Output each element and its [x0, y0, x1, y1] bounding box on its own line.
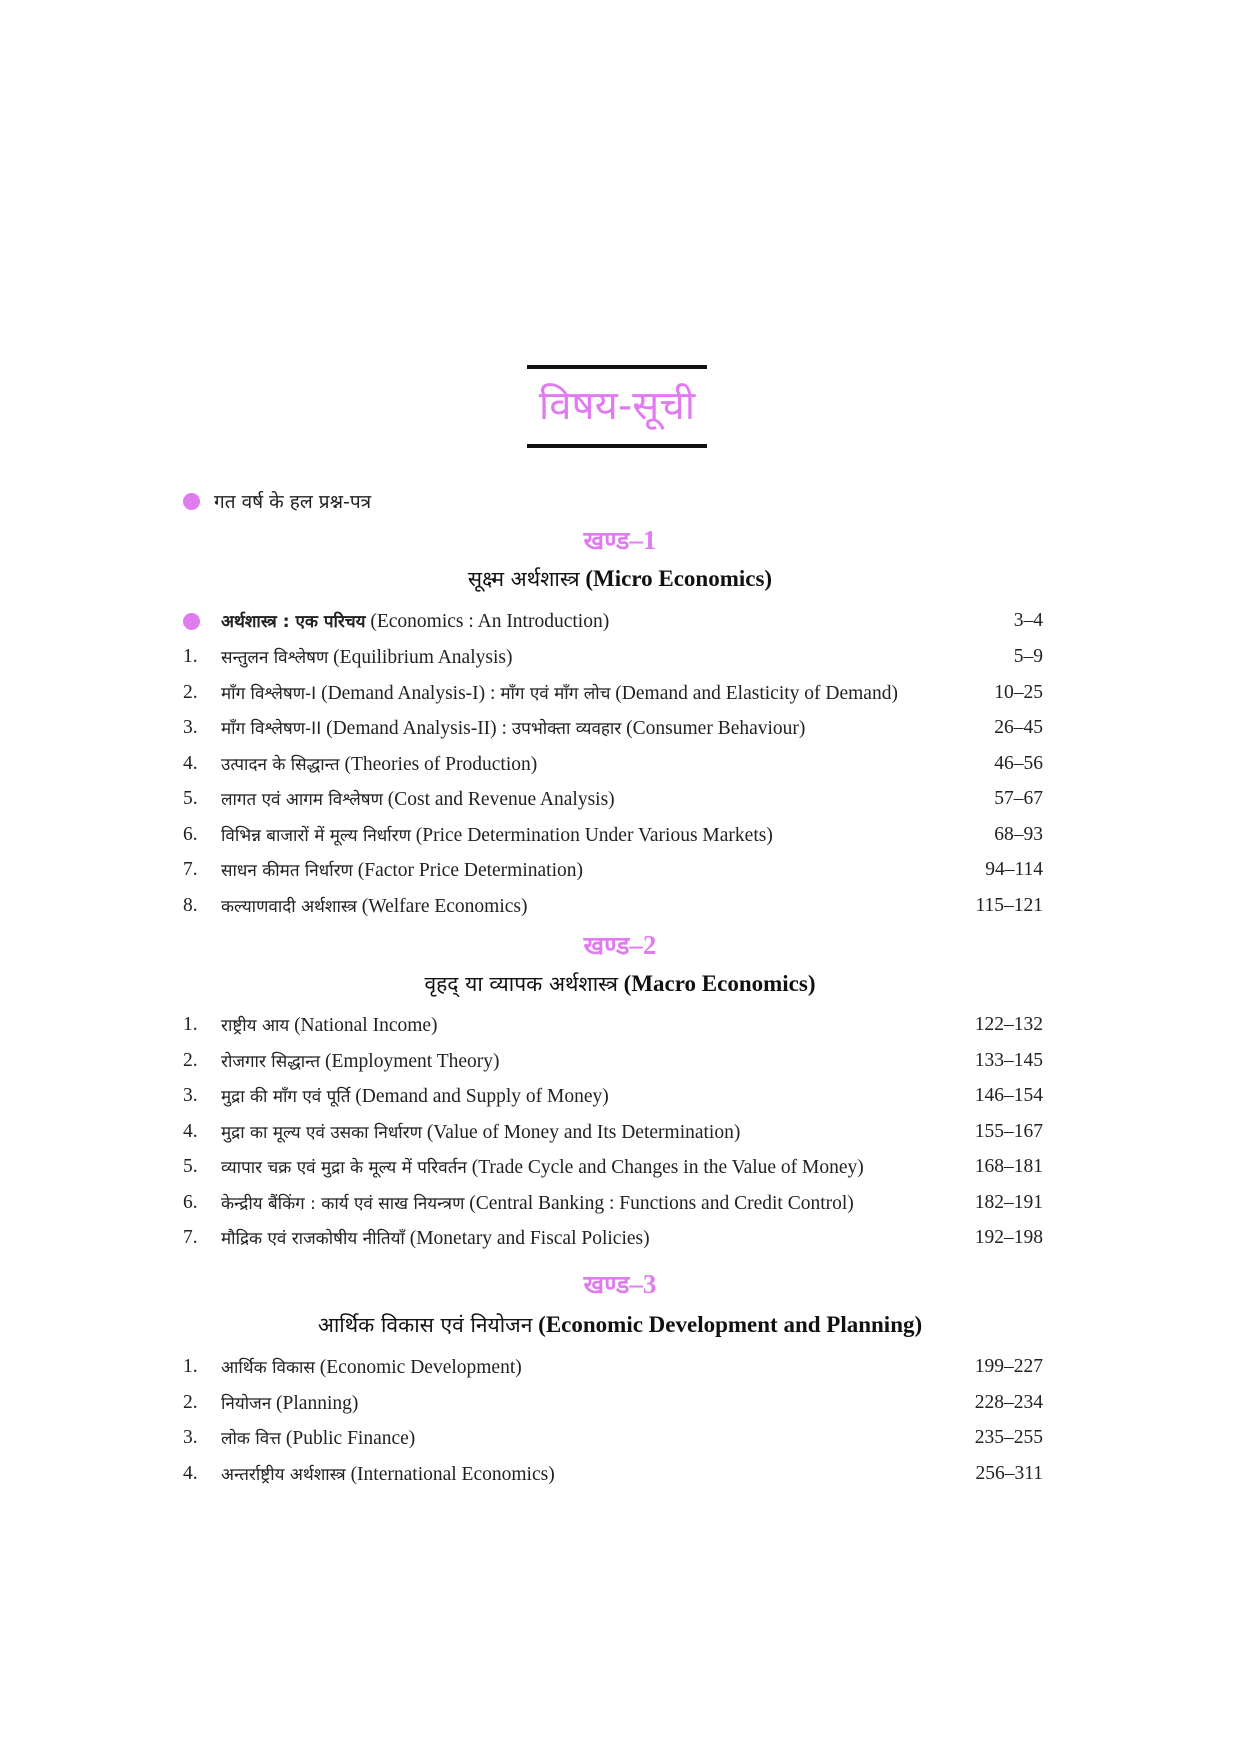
khand-label: खण्ड: [583, 526, 630, 555]
toc-row[interactable]: [183, 1352, 1043, 1382]
toc-row[interactable]: [183, 855, 1043, 885]
entry-pages: 68–93: [994, 824, 1043, 845]
entry-number: 8.: [183, 895, 198, 916]
khand-number: –1: [629, 525, 657, 555]
entry-title-hindi: माँग विश्लेषण-I: [221, 684, 317, 704]
entry-subtitle-hindi: माँग एवं माँग लोच: [500, 684, 611, 704]
toc-row[interactable]: [183, 1046, 1043, 1076]
bullet-icon: [183, 613, 200, 630]
entry-title-hindi: उत्पादन के सिद्धान्त: [221, 755, 340, 775]
subtitle-hindi: वृहद् या व्यापक अर्थशास्त्र: [424, 972, 618, 996]
entry-pages: 3–4: [1013, 610, 1043, 631]
toc-row[interactable]: [183, 784, 1043, 814]
subtitle-english: (Macro Economics): [623, 971, 816, 996]
entry-title-hindi: अन्तर्राष्ट्रीय अर्थशास्त्र: [221, 1465, 346, 1485]
entry-number: 3.: [183, 1085, 198, 1106]
entry-pages: 155–167: [974, 1121, 1043, 1142]
previous-papers-label: गत वर्ष के हल प्रश्न-पत्र: [214, 491, 372, 513]
toc-row[interactable]: [183, 1388, 1043, 1418]
entry-number: 4.: [183, 1121, 198, 1142]
entry-title-hindi: सन्तुलन विश्लेषण: [221, 648, 329, 668]
entry-title-english: (Factor Price Determination): [357, 860, 583, 881]
entry-number: 6.: [183, 824, 198, 845]
entry-title-hindi: राष्ट्रीय आय: [221, 1016, 290, 1036]
toc-row[interactable]: [183, 1188, 1043, 1218]
entry-title-hindi: मुद्रा की माँग एवं पूर्ति: [221, 1087, 351, 1107]
entry-pages: 168–181: [974, 1156, 1043, 1177]
page-title: विषय-सूची: [538, 383, 696, 429]
entry-pages: 26–45: [994, 717, 1043, 738]
toc-row[interactable]: [183, 1152, 1043, 1182]
khand-label: खण्ड: [583, 1270, 630, 1299]
section-3-subtitle: [0, 1311, 1240, 1339]
toc-row[interactable]: [183, 1010, 1043, 1040]
entry-title-hindi: आर्थिक विकास: [221, 1358, 315, 1378]
entry-subtitle-english: (Consumer Behaviour): [626, 718, 806, 739]
previous-papers-entry[interactable]: [183, 488, 371, 514]
entry-title-hindi: केन्द्रीय बैंकिंग : कार्य एवं साख नियन्त्रण: [221, 1194, 465, 1214]
entry-pages: 199–227: [974, 1356, 1043, 1377]
toc-row[interactable]: [183, 678, 1043, 708]
toc-row[interactable]: [183, 1423, 1043, 1453]
entry-title-english: (Cost and Revenue Analysis): [387, 789, 615, 810]
entry-pages: 235–255: [974, 1427, 1043, 1448]
entry-title-english: (Theories of Production): [344, 754, 538, 775]
khand-label: खण्ड: [583, 931, 630, 960]
khand-number: –2: [629, 930, 657, 960]
subtitle-english: (Economic Development and Planning): [538, 1312, 923, 1337]
entry-title-english: (Economic Development): [319, 1357, 522, 1378]
toc-row[interactable]: [183, 1459, 1043, 1489]
entry-pages: 146–154: [974, 1085, 1043, 1106]
entry-title-hindi: माँग विश्लेषण-II: [221, 719, 322, 739]
entry-number: 3.: [183, 717, 198, 738]
entry-title-english: (Economics : An Introduction): [370, 611, 610, 632]
entry-pages: 192–198: [974, 1227, 1043, 1248]
entry-title-hindi: मुद्रा का मूल्य एवं उसका निर्धारण: [221, 1123, 422, 1143]
entry-pages: 133–145: [974, 1050, 1043, 1071]
entry-title-hindi: कल्याणवादी अर्थशास्त्र: [221, 897, 357, 917]
toc-row[interactable]: [183, 891, 1043, 921]
entry-title-english: (Trade Cycle and Changes in the Value of Money): [471, 1157, 864, 1178]
entry-number: 7.: [183, 1227, 198, 1248]
toc-row[interactable]: [183, 713, 1043, 743]
entry-pages: 10–25: [994, 682, 1043, 703]
entry-pages: 256–311: [975, 1463, 1043, 1484]
toc-row-intro[interactable]: [183, 606, 1043, 636]
entry-number: 1.: [183, 1356, 198, 1377]
entry-title-english: (International Economics): [350, 1464, 555, 1485]
section-3-heading: [0, 1267, 1240, 1301]
entry-number: 5.: [183, 1156, 198, 1177]
section-2-heading: [0, 928, 1240, 962]
entry-pages: 115–121: [975, 895, 1043, 916]
entry-title-hindi: विभिन्न बाजारों में मूल्य निर्धारण: [221, 826, 411, 846]
entry-title-hindi: लागत एवं आगम विश्लेषण: [221, 790, 383, 810]
entry-title-english: (National Income): [294, 1015, 438, 1036]
entry-pages: 57–67: [994, 788, 1043, 809]
bullet-icon: [183, 493, 200, 510]
toc-row[interactable]: [183, 1117, 1043, 1147]
entry-pages: 228–234: [974, 1392, 1043, 1413]
entry-number: 3.: [183, 1427, 198, 1448]
entry-title-english: (Demand and Supply of Money): [355, 1086, 609, 1107]
entry-title-hindi: साधन कीमत निर्धारण: [221, 861, 353, 881]
entry-number: 2.: [183, 1392, 198, 1413]
entry-number: 1.: [183, 646, 198, 667]
entry-number: 6.: [183, 1192, 198, 1213]
subtitle-hindi: सूक्ष्म अर्थशास्त्र: [467, 567, 580, 591]
entry-number: 1.: [183, 1014, 198, 1035]
section-1-heading: [0, 523, 1240, 557]
entry-title-hindi: लोक वित्त: [221, 1429, 281, 1449]
entry-pages: 94–114: [985, 859, 1043, 880]
entry-pages: 182–191: [974, 1192, 1043, 1213]
entry-title-hindi: रोजगार सिद्धान्त: [221, 1052, 321, 1072]
entry-title-english: (Price Determination Under Various Markets): [415, 825, 773, 846]
title-rule-top: [527, 365, 707, 369]
subtitle-hindi: आर्थिक विकास एवं नियोजन: [317, 1313, 533, 1337]
entry-number: 2.: [183, 682, 198, 703]
entry-title-english: (Monetary and Fiscal Policies): [409, 1228, 650, 1249]
entry-title-hindi: मौद्रिक एवं राजकोषीय नीतियाँ: [221, 1229, 405, 1249]
entry-title-english: (Employment Theory): [324, 1051, 500, 1072]
entry-title-english: (Equilibrium Analysis): [333, 647, 513, 668]
subtitle-english: (Micro Economics): [585, 566, 773, 591]
entry-number: 4.: [183, 753, 198, 774]
toc-row[interactable]: [183, 749, 1043, 779]
entry-title-hindi: व्यापार चक्र एवं मुद्रा के मूल्य में परिवर्तन: [221, 1158, 467, 1178]
entry-title-english: (Public Finance): [285, 1428, 416, 1449]
entry-title-english: (Demand Analysis-II) :: [326, 718, 507, 739]
toc-row[interactable]: [183, 642, 1043, 672]
entry-subtitle-english: (Demand and Elasticity of Demand): [615, 683, 898, 704]
khand-number: –3: [629, 1269, 657, 1299]
section-1-subtitle: [0, 565, 1240, 593]
entry-number: 2.: [183, 1050, 198, 1071]
entry-number: 4.: [183, 1463, 198, 1484]
entry-number: 5.: [183, 788, 198, 809]
entry-title-english: (Planning): [276, 1393, 359, 1414]
entry-pages: 122–132: [974, 1014, 1043, 1035]
entry-title-hindi: अर्थशास्त्र : एक परिचय: [221, 612, 366, 632]
entry-title-english: (Demand Analysis-I) :: [321, 683, 496, 704]
toc-row[interactable]: [183, 1223, 1043, 1253]
entry-title-english: (Welfare Economics): [361, 896, 528, 917]
entry-number: 7.: [183, 859, 198, 880]
entry-title-hindi: नियोजन: [221, 1394, 272, 1414]
title-rule-bottom: [527, 444, 707, 448]
entry-pages: 46–56: [994, 753, 1043, 774]
toc-row[interactable]: [183, 1081, 1043, 1111]
entry-subtitle-hindi: उपभोक्ता व्यवहार: [511, 719, 622, 739]
toc-row[interactable]: [183, 820, 1043, 850]
entry-title-english: (Value of Money and Its Determination): [426, 1122, 741, 1143]
section-2-subtitle: [0, 970, 1240, 998]
entry-title-english: (Central Banking : Functions and Credit Control): [469, 1193, 854, 1214]
entry-pages: 5–9: [1013, 646, 1043, 667]
